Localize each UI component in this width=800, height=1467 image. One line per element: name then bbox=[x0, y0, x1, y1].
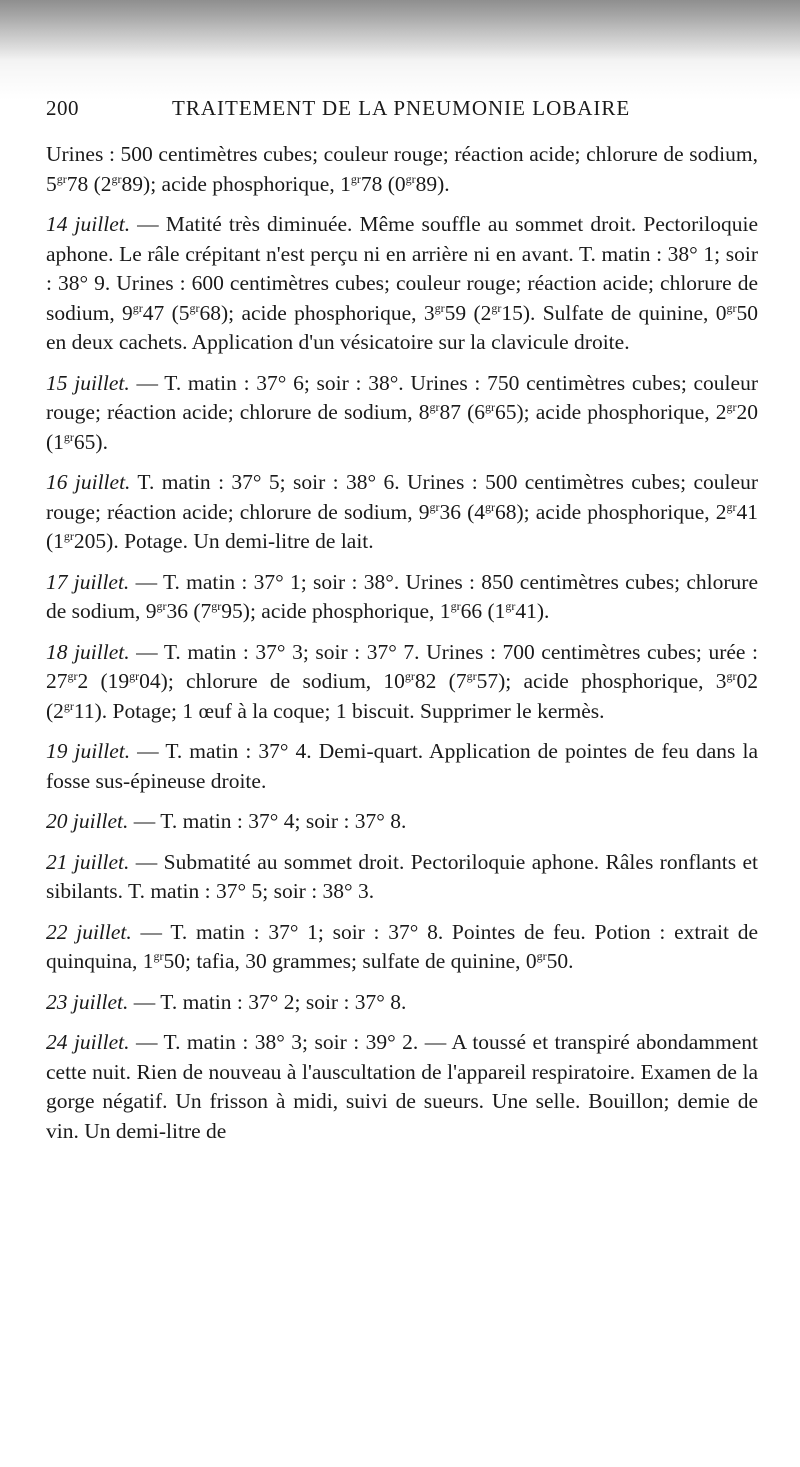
text-run: — T. matin : 37° 4. Demi-quart. Application de pointes de feu dans la fosse sus-épineuse droite. bbox=[46, 739, 758, 793]
unit-superscript: gr bbox=[211, 599, 222, 613]
text-run: 87 (6 bbox=[439, 400, 486, 424]
entry-date: 20 juillet. bbox=[46, 809, 129, 833]
paragraph bbox=[46, 638, 758, 727]
unit-superscript: gr bbox=[111, 171, 122, 186]
scan-shadow bbox=[0, 0, 800, 60]
unit-superscript: gr bbox=[429, 499, 440, 514]
unit-superscript: gr bbox=[63, 529, 74, 543]
paragraph bbox=[46, 140, 758, 199]
text-run: — T. matin : 37° 6; soir : 38°. Urines : 750 centimètres cubes; couleur rouge; réaction acide; chlorure de sodium, 8 bbox=[46, 370, 758, 424]
text-run: — T. matin : 37° 2; soir : 37° 8. bbox=[128, 989, 407, 1014]
entry-date: 22 juillet. bbox=[46, 919, 132, 944]
text-run: 20 (1 bbox=[46, 400, 758, 454]
text-run: 57); acide phosphorique, 3 bbox=[476, 669, 727, 693]
text-run: 41 (1 bbox=[46, 499, 758, 553]
unit-superscript: gr bbox=[726, 300, 737, 315]
text-run: 95); acide phosphorique, 1 bbox=[221, 599, 451, 623]
paragraph bbox=[46, 807, 758, 837]
text-run: 78 (0 bbox=[360, 171, 406, 196]
unit-superscript: gr bbox=[491, 300, 502, 315]
text-run: — T. matin : 37° 1; soir : 37° 8. Pointes de feu. Potion : extrait de quinquina, 1 bbox=[46, 919, 758, 973]
text-run: 59 (2 bbox=[444, 300, 492, 325]
entry-date: 18 juillet. bbox=[46, 639, 130, 664]
text-run: 36 (4 bbox=[439, 499, 486, 524]
paragraph bbox=[46, 369, 758, 458]
unit-superscript: gr bbox=[350, 171, 361, 186]
text-run: 36 (7 bbox=[166, 599, 212, 623]
unit-superscript: gr bbox=[726, 400, 737, 414]
unit-superscript: gr bbox=[536, 949, 547, 963]
text-run: 65). bbox=[73, 429, 108, 454]
unit-superscript: gr bbox=[67, 669, 78, 683]
entry-date: 17 juillet. bbox=[46, 569, 130, 594]
text-run: T. matin : 37° 5; soir : 38° 6. Urines : 500 centimètres cubes; couleur rouge; réaction acide; chlorure de sodium, 9 bbox=[46, 470, 758, 524]
text-run: 205). Potage. Un demi-litre de lait. bbox=[73, 529, 374, 553]
running-head: TRAITEMENT DE LA PNEUMONIE LOBAIRE bbox=[172, 96, 631, 120]
paragraph bbox=[46, 568, 758, 627]
body-text bbox=[46, 140, 758, 1157]
text-run: 89); acide phosphorique, 1 bbox=[121, 171, 351, 196]
text-run: 50. bbox=[546, 949, 574, 973]
unit-superscript: gr bbox=[56, 171, 67, 186]
text-run: 2 (19 bbox=[77, 669, 130, 693]
unit-superscript: gr bbox=[156, 599, 167, 613]
unit-superscript: gr bbox=[485, 499, 496, 514]
unit-superscript: gr bbox=[153, 949, 164, 963]
text-run: 50 en deux cachets. Application d'un vésicatoire sur la clavicule droite. bbox=[46, 300, 758, 354]
text-run: 68); acide phosphorique, 3 bbox=[199, 300, 435, 325]
unit-superscript: gr bbox=[132, 300, 143, 315]
text-run: 11). Potage; 1 œuf à la coque; 1 biscuit. Supprimer le kermès. bbox=[73, 698, 605, 723]
text-run: — T. matin : 37° 1; soir : 38°. Urines : 850 centimètres cubes; chlorure de sodium, 9 bbox=[46, 569, 758, 623]
text-run: — T. matin : 37° 3; soir : 37° 7. Urines : 700 centimètres cubes; urée : 27 bbox=[46, 639, 758, 693]
paragraph bbox=[46, 848, 758, 907]
unit-superscript: gr bbox=[429, 400, 440, 414]
text-run: 47 (5 bbox=[142, 300, 190, 325]
text-run: — T. matin : 38° 3; soir : 39° 2. — A toussé et transpiré abondamment cette nuit. Rien de nouveau à l'auscultation de l'appareil respiratoire. Examen de la gorge négatif. Un frisson à midi, suivi de sueurs. Une selle. Bouillon; demie de vin. Un demi-litre de bbox=[46, 1030, 758, 1143]
unit-superscript: gr bbox=[63, 429, 74, 444]
text-run: 78 (2 bbox=[66, 171, 112, 196]
text-run: — Submatité au sommet droit. Pectoriloquie aphone. Râles ronflants et sibilants. T. matin : 37° 5; soir : 38° 3. bbox=[46, 849, 758, 903]
entry-date: 23 juillet. bbox=[46, 989, 129, 1014]
text-run: 15). Sulfate de quinine, 0 bbox=[501, 300, 727, 325]
entry-date: 15 juillet. bbox=[46, 370, 130, 395]
unit-superscript: gr bbox=[726, 499, 737, 514]
paragraph bbox=[46, 210, 758, 358]
text-run: 50; tafia, 30 grammes; sulfate de quinine, 0 bbox=[163, 949, 537, 973]
text-run: 41). bbox=[515, 599, 550, 623]
unit-superscript: gr bbox=[404, 669, 415, 683]
paragraph bbox=[46, 988, 758, 1018]
unit-superscript: gr bbox=[63, 698, 74, 713]
unit-superscript: gr bbox=[405, 171, 416, 186]
unit-superscript: gr bbox=[485, 400, 496, 414]
text-run: Urines : 500 centimètres cubes; couleur rouge; réaction acide; chlorure de sodium, 5 bbox=[46, 142, 758, 196]
paragraph bbox=[46, 918, 758, 977]
page-header bbox=[46, 96, 754, 126]
text-run: 68); acide phosphorique, 2 bbox=[495, 499, 727, 524]
text-run: 82 (7 bbox=[414, 669, 467, 693]
text-run: 89). bbox=[415, 171, 450, 196]
unit-superscript: gr bbox=[129, 669, 140, 683]
unit-superscript: gr bbox=[726, 669, 737, 683]
paragraph bbox=[46, 468, 758, 557]
entry-date: 14 juillet. bbox=[46, 212, 131, 236]
entry-date: 19 juillet. bbox=[46, 739, 131, 763]
paragraph bbox=[46, 737, 758, 796]
entry-date: 16 juillet. bbox=[46, 470, 131, 494]
text-run: — Matité très diminuée. Même souffle au sommet droit. Pectoriloquie aphone. Le râle crépitant n'est perçu ni en arrière ni en avant. T. matin : 38° 1; soir : 38° 9. Urines : 600 centimètres cubes; couleur rouge; réaction acide; chlorure de sodium, 9 bbox=[46, 212, 758, 325]
page-number: 200 bbox=[46, 96, 79, 120]
entry-date: 21 juillet. bbox=[46, 849, 130, 874]
text-run: — T. matin : 37° 4; soir : 37° 8. bbox=[128, 809, 407, 833]
text-run: 66 (1 bbox=[460, 599, 506, 623]
text-run: 04); chlorure de sodium, 10 bbox=[139, 669, 405, 693]
unit-superscript: gr bbox=[466, 669, 477, 683]
unit-superscript: gr bbox=[189, 300, 200, 315]
entry-date: 24 juillet. bbox=[46, 1030, 130, 1054]
paragraph bbox=[46, 1028, 758, 1146]
unit-superscript: gr bbox=[450, 599, 461, 613]
unit-superscript: gr bbox=[434, 300, 445, 315]
text-run: 02 (2 bbox=[46, 669, 758, 723]
unit-superscript: gr bbox=[505, 599, 516, 613]
text-run: 65); acide phosphorique, 2 bbox=[495, 400, 727, 424]
